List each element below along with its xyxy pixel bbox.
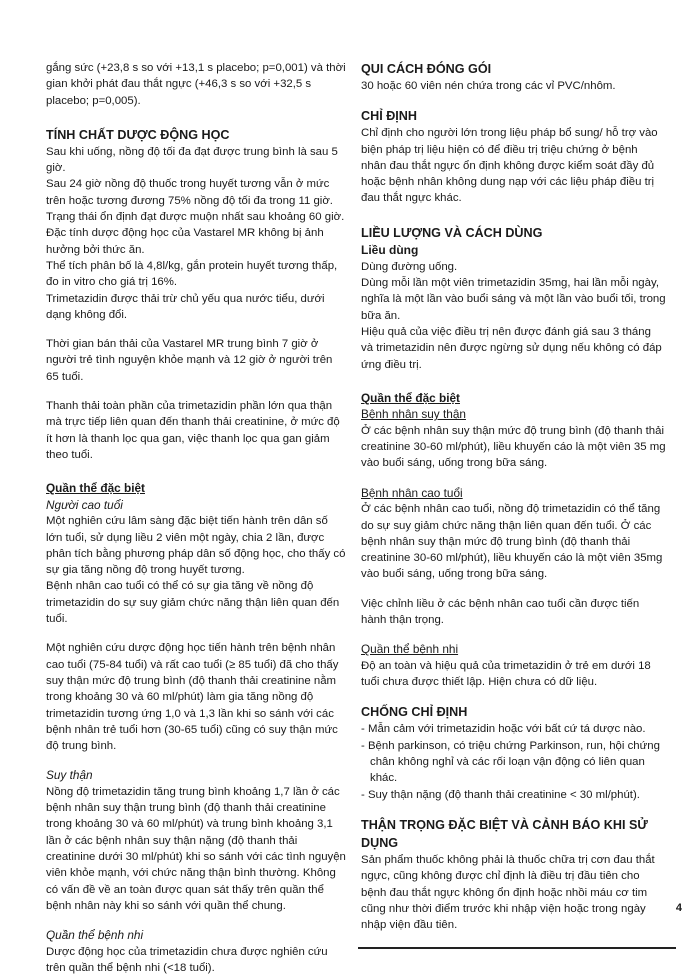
special-populations-heading: Quần thể đặc biệt (361, 390, 460, 405)
pediatric-title: Quần thể bệnh nhi (361, 642, 459, 657)
elderly-note: Việc chỉnh liều ở các bệnh nhân cao tuổi cần được tiến hành thận trọng. (361, 597, 640, 627)
dosage-paragraph: Hiệu quả của việc điều trị nên được đánh giá sau 3 tháng và trimetazidin nên được ngừng sử dụng nếu không có đáp ứng điều trị. (361, 325, 662, 371)
renal-title: Suy thận (46, 768, 93, 783)
dosage-paragraph: Dùng mỗi lần một viên trimetazidin 35mg, hai lần mỗi ngày, nghĩa là một lần vào buổi sáng và một lần vào buổi tối, trong bữa ăn. (361, 277, 666, 322)
packaging-heading: QUI CÁCH ĐÓNG GÓI (361, 62, 492, 76)
left-column (46, 60, 346, 976)
pk-heading: TÍNH CHẤT DƯỢC ĐỘNG HỌC (46, 127, 230, 142)
contraindication-item: - Mẫn cảm với trimetazidin hoặc với bất cứ tá dược nào. (361, 723, 646, 736)
pediatric-paragraph: Dược động học của trimetazidin chưa được nghiên cứu trên quần thể bệnh nhi (<18 tuổi). (46, 945, 328, 975)
indication-text: Chỉ định cho người lớn trong liệu pháp bổ sung/ hỗ trợ vào biện pháp trị liệu hiện có để điều trị triệu chứng ở bệnh nhân đau thắt ngực ổn định không được kiểm soát đầy đủ hoặc bệnh nhân không dung nạp với các liệu pháp điều trị đau thắt ngực khác. (361, 127, 658, 205)
halflife-text: Thời gian bán thải của Vastarel MR trung bình 7 giờ ở người trẻ tình nguyện khỏe mạnh và 12 giờ ở người trên 65 tuổi. (46, 338, 333, 383)
page-number: 4 (675, 902, 682, 914)
warnings-paragraph: Sản phẩm thuốc không phải là thuốc chữa trị cơn đau thắt ngực, cũng không được chỉ định là điều trị đầu tiên cho bệnh đau thắt ngực không ổn định hoặc nhồi máu cơ tim cũng như thời điểm trước khi nhập viện hoặc trong ngày nhập viện đầu tiên. (361, 853, 655, 932)
warnings-heading: THẬN TRỌNG ĐẶC BIỆT VÀ CẢNH BÁO KHI SỬ DỤNG (361, 817, 648, 850)
contraindication-item: - Suy thận nặng (độ thanh thải creatinine < 30 ml/phút). (361, 788, 640, 801)
contraindication-item: - Bệnh parkinson, có triệu chứng Parkinson, run, hội chứng chân không nghỉ và các rối loạn vận động có liên quan khác. (361, 739, 660, 785)
pk-line: Sau 24 giờ nồng độ thuốc trong huyết tương vẫn ở mức trên hoặc tương đương 75% nồng độ tối đa trong 11 giờ. (46, 178, 333, 207)
clearance-text: Thanh thải toàn phần của trimetazidin phần lớn qua thận mà trực tiếp liên quan đến thanh thải creatinine, ở mức độ ít hơn là thanh lọc qua gan, việc thanh lọc qua gan giảm theo tuổi. (46, 400, 340, 461)
elderly-title: Người cao tuổi (46, 497, 123, 512)
pediatric-title: Quần thể bệnh nhi (46, 928, 144, 943)
packaging-text: 30 hoặc 60 viên nén chứa trong các vỉ PVC/nhôm. (361, 80, 616, 92)
right-column (361, 60, 666, 933)
dosage-route: Dùng đường uống. (361, 260, 458, 273)
pk-line: Thể tích phân bố là 4,8l/kg, gắn protein huyết tương thấp, đo in vitro cho giá trị 16%. (46, 259, 338, 289)
renal-title: Bệnh nhân suy thận (361, 407, 466, 422)
renal-paragraph: Nồng độ trimetazidin tăng trung bình khoảng 1,7 lần ở các bệnh nhân suy thận trung bình (độ thanh thải creatinine trong khoảng 30 và 60 ml/phút) và trung bình khoảng 3,1 lần ở các bệnh nhân suy thận nặng (độ thanh thải creatinine dưới 30 ml/phút) khi so sánh với các tình nguyện viên khỏe mạnh, với chức năng thận bình thường. Không có vấn đề về an toàn được quan sát thấy trên quần thể bệnh nhân này khi so sánh với quần thể chung. (46, 785, 346, 912)
dosage-heading: LIỀU LƯỢNG VÀ CÁCH DÙNG (361, 225, 543, 240)
pediatric-paragraph: Độ an toàn và hiệu quả của trimetazidin ở trẻ em dưới 18 tuổi chưa được thiết lập. Hiện chưa có dữ liệu. (361, 659, 651, 689)
intro-text: gắng sức (+23,8 s so với +13,1 s placebo; p=0,001) và thời gian khởi phát đau thắt ngực (+46,3 s so với +32,5 s placebo; p=0,005). (46, 62, 346, 107)
pk-line: Trạng thái ổn định đạt được muộn nhất sau khoảng 60 giờ. (46, 211, 345, 224)
dosage-subheading: Liều dùng (361, 242, 419, 257)
elderly-paragraph: Ở các bệnh nhân cao tuổi, nồng độ trimetazidin có thể tăng do sự suy giảm chức năng thận liên quan đến tuổi. Ở các bệnh nhân suy thận mức độ trung bình (độ thanh thải creatinine 30-60 ml/phút), liều khuyến cáo là một viên 35mg vào buổi sáng, uống trong bữa sáng. (361, 503, 663, 581)
pk-line: Sau khi uống, nồng độ tối đa đạt được trung bình là sau 5 giờ. (46, 145, 338, 175)
elderly-title: Bệnh nhân cao tuổi (361, 485, 463, 500)
elderly-study-paragraph: Một nghiên cứu dược động học tiến hành trên bệnh nhân cao tuổi (75-84 tuổi) và rất cao tuổi (≥ 85 tuổi) đã cho thấy suy thận mức độ trung bình (độ thanh thải creatinine nằm trong khoảng 30 và 60 ml/phút) làm gia tăng nồng độ trimetazidin tương ứng 1,0 và 1,3 lần khi so sánh với các bệnh nhân trẻ tuổi hơn (30-65 tuổi) cũng có suy thận mức độ trung bình. (46, 642, 339, 753)
elderly-paragraph: Bệnh nhân cao tuổi có thể có sự gia tăng về nồng độ trimetazidin do sự suy giảm chức năng thận liên quan đến tuổi. (46, 580, 340, 626)
contraindication-heading: CHỐNG CHỈ ĐỊNH (361, 705, 468, 720)
renal-paragraph: Ở các bệnh nhân suy thận mức độ trung bình (độ thanh thải creatinine 30-60 ml/phút), liều khuyến cáo là một viên 35 mg vào buổi sáng, uống trong bữa sáng. (361, 424, 666, 470)
elderly-paragraph: Một nghiên cứu lâm sàng đặc biệt tiến hành trên dân số lớn tuổi, sử dụng liều 2 viên một ngày, chia 2 lần, được phân tích bằng phương pháp dân số động học, cho thấy có sự gia tăng nồng độ trong huyết tương. (46, 515, 346, 577)
pk-line: Đặc tính dược động học của Vastarel MR không bị ảnh hưởng bởi thức ăn. (46, 227, 324, 256)
pk-line: Trimetazidin được thải trừ chủ yếu qua nước tiểu, dưới dạng không đổi. (46, 292, 325, 321)
footer-rule (358, 947, 676, 949)
indication-heading: CHỈ ĐỊNH (361, 109, 417, 124)
special-populations-heading: Quần thể đặc biệt (46, 481, 145, 496)
